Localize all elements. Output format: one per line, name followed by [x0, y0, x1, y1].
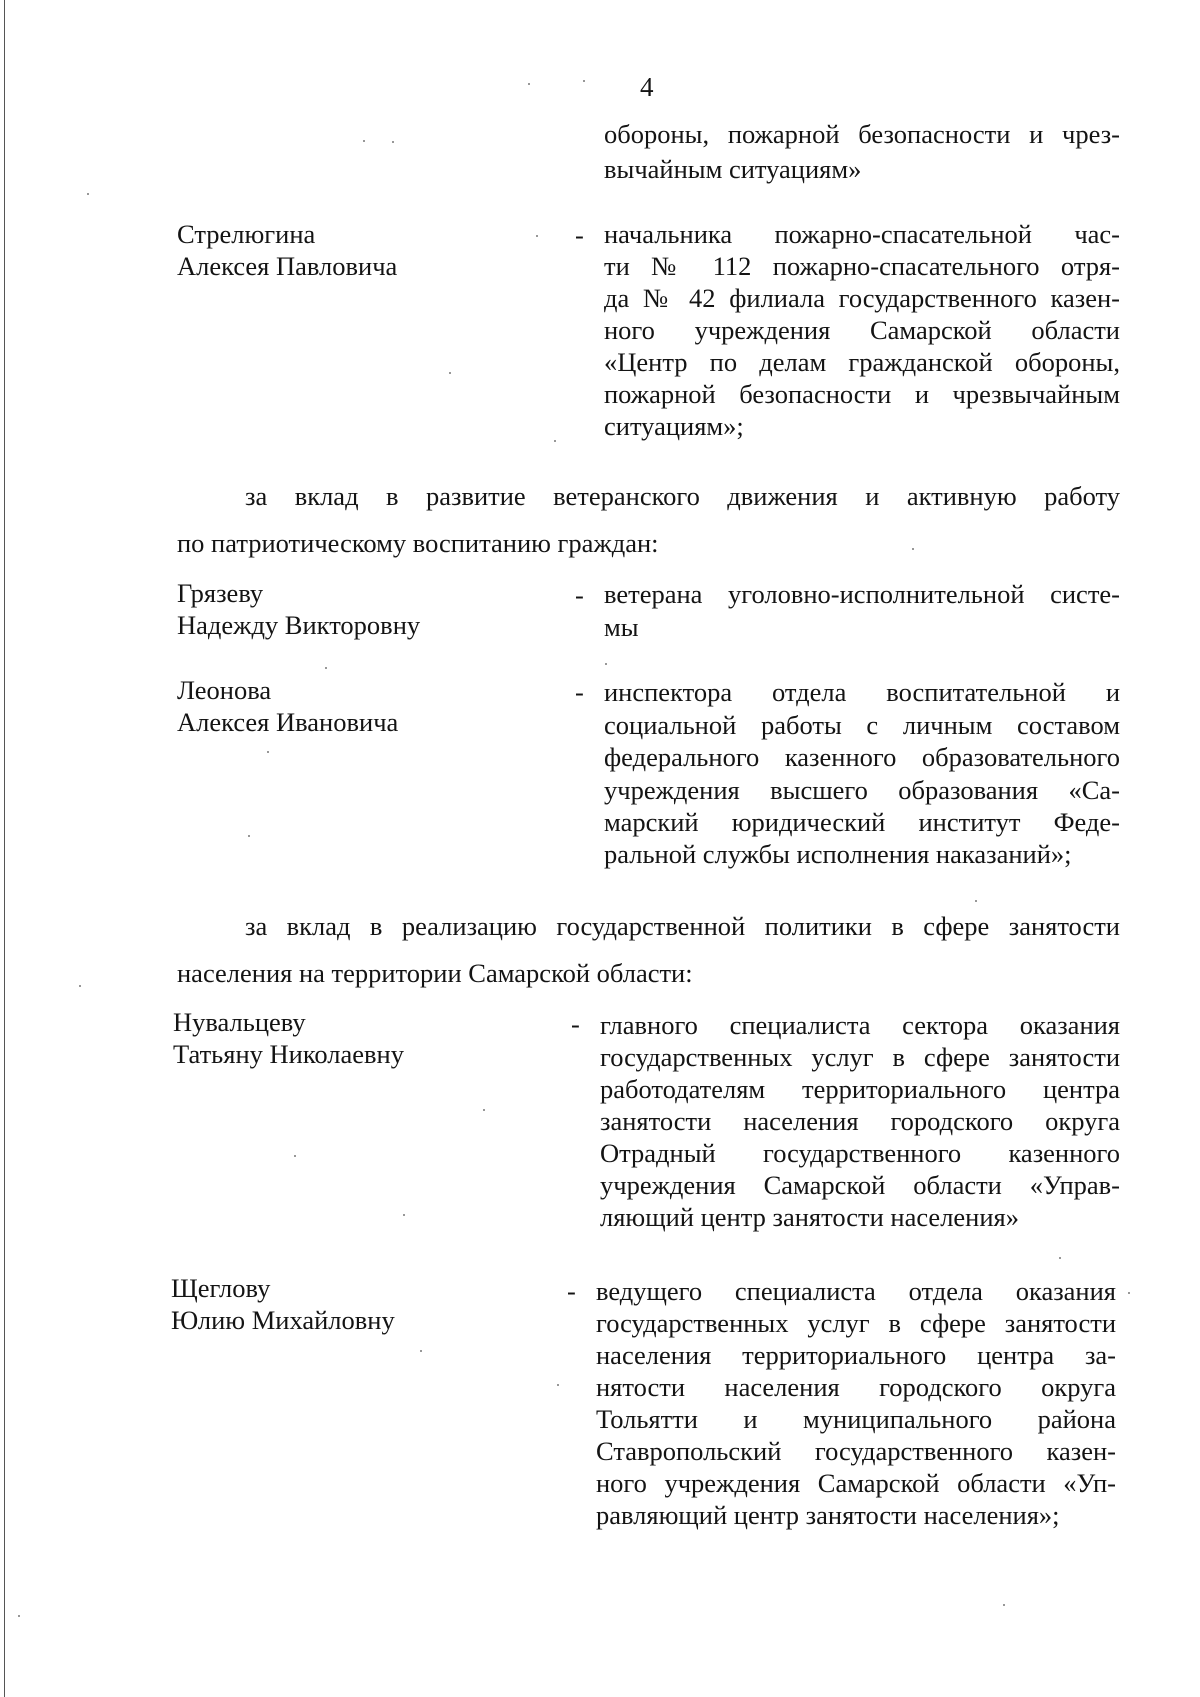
- awardee-given-names: Надежду Викторовну: [177, 610, 421, 640]
- position-line: ного учреждения Самарской области «Уп-: [596, 1468, 1116, 1498]
- scan-speck: [267, 751, 269, 753]
- position-line: государственных услуг в сфере занятости: [600, 1042, 1120, 1072]
- scan-speck: [1059, 1257, 1061, 1259]
- scan-edge-line: [4, 0, 5, 1697]
- scan-speck: [605, 663, 607, 665]
- scan-speck: [294, 1155, 296, 1157]
- position-line: ведущего специалиста отдела оказания: [596, 1276, 1116, 1306]
- awardee-given-names: Алексея Ивановича: [177, 707, 399, 737]
- awardee-surname: Леонова: [177, 675, 272, 705]
- entry-dash: -: [575, 220, 584, 250]
- position-line: да № 42 филиала государственного казен-: [604, 283, 1120, 313]
- page-number: 4: [640, 72, 654, 102]
- scan-speck: [528, 83, 530, 85]
- position-line: «Центр по делам гражданской обороны,: [604, 347, 1120, 377]
- position-line: марский юридический институт Феде-: [604, 807, 1120, 837]
- scan-speck: [912, 548, 914, 550]
- scan-speck: [87, 193, 89, 195]
- position-line: населения территориального центра за-: [596, 1340, 1116, 1370]
- position-line: мы: [604, 612, 639, 642]
- scan-speck: [325, 667, 327, 669]
- scan-speck: [449, 372, 451, 374]
- awardee-surname: Грязеву: [177, 578, 264, 608]
- position-line: инспектора отдела воспитательной и: [604, 677, 1120, 707]
- scan-speck: [420, 1350, 422, 1352]
- awardee-given-names: Юлию Михайловну: [171, 1305, 395, 1335]
- continuation-line: обороны, пожарной безопасности и чрез-: [604, 119, 1120, 149]
- scan-speck: [975, 900, 977, 902]
- position-line: ветерана уголовно-исполнительной систе-: [604, 579, 1120, 609]
- section-heading-line: населения на территории Самарской области:: [177, 958, 693, 988]
- scan-speck: [392, 141, 394, 143]
- position-line: занятости населения городского округа: [600, 1106, 1120, 1136]
- position-line: государственных услуг в сфере занятости: [596, 1308, 1116, 1338]
- position-line: федерального казенного образовательного: [604, 742, 1120, 772]
- scan-speck: [79, 985, 81, 987]
- awardee-surname: Щеглову: [171, 1273, 271, 1303]
- position-line: Ставропольский государственного казен-: [596, 1436, 1116, 1466]
- position-line: ляющий центр занятости населения»: [600, 1202, 1019, 1232]
- scan-speck: [363, 140, 365, 142]
- scan-speck: [554, 440, 556, 442]
- position-line: Тольятти и муниципального района: [596, 1404, 1116, 1434]
- scan-speck: [1128, 1292, 1130, 1294]
- scan-speck: [557, 1384, 559, 1386]
- awardee-given-names: Татьяну Николаевну: [173, 1039, 404, 1069]
- position-line: учреждения Самарской области «Управ-: [600, 1170, 1120, 1200]
- scan-speck: [1003, 1604, 1005, 1606]
- entry-dash: -: [575, 580, 584, 610]
- continuation-line: вычайным ситуациям»: [604, 154, 862, 184]
- position-line: учреждения высшего образования «Са-: [604, 775, 1120, 805]
- scan-speck: [403, 1214, 405, 1216]
- entry-dash: -: [571, 1009, 580, 1039]
- entry-dash: -: [575, 677, 584, 707]
- position-line: ного учреждения Самарской области: [604, 315, 1120, 345]
- awardee-surname: Стрелюгина: [177, 219, 316, 249]
- scan-speck: [583, 80, 585, 82]
- entry-dash: -: [567, 1276, 576, 1306]
- position-line: равляющий центр занятости населения»;: [596, 1500, 1060, 1530]
- position-line: социальной работы с личным составом: [604, 710, 1120, 740]
- position-line: нятости населения городского округа: [596, 1372, 1116, 1402]
- awardee-given-names: Алексея Павловича: [177, 251, 398, 281]
- position-line: Отрадный государственного казенного: [600, 1138, 1120, 1168]
- scan-speck: [248, 835, 250, 837]
- scan-speck: [536, 235, 538, 237]
- position-line: ральной службы исполнения наказаний»;: [604, 839, 1072, 869]
- position-line: начальника пожарно-спасательной час-: [604, 219, 1120, 249]
- position-line: главного специалиста сектора оказания: [600, 1010, 1120, 1040]
- section-heading-line: за вклад в развитие ветеранского движения и активную работу: [245, 481, 1120, 511]
- awardee-surname: Нувальцеву: [173, 1007, 306, 1037]
- scan-speck: [483, 1109, 485, 1111]
- position-line: ти № 112 пожарно-спасательного отря-: [604, 251, 1120, 281]
- scan-speck: [18, 1615, 20, 1617]
- position-line: работодателям территориального центра: [600, 1074, 1120, 1104]
- position-line: пожарной безопасности и чрезвычайным: [604, 379, 1120, 409]
- section-heading-line: по патриотическому воспитанию граждан:: [177, 528, 659, 558]
- section-heading-line: за вклад в реализацию государственной политики в сфере занятости: [245, 911, 1120, 941]
- position-line: ситуациям»;: [604, 411, 744, 441]
